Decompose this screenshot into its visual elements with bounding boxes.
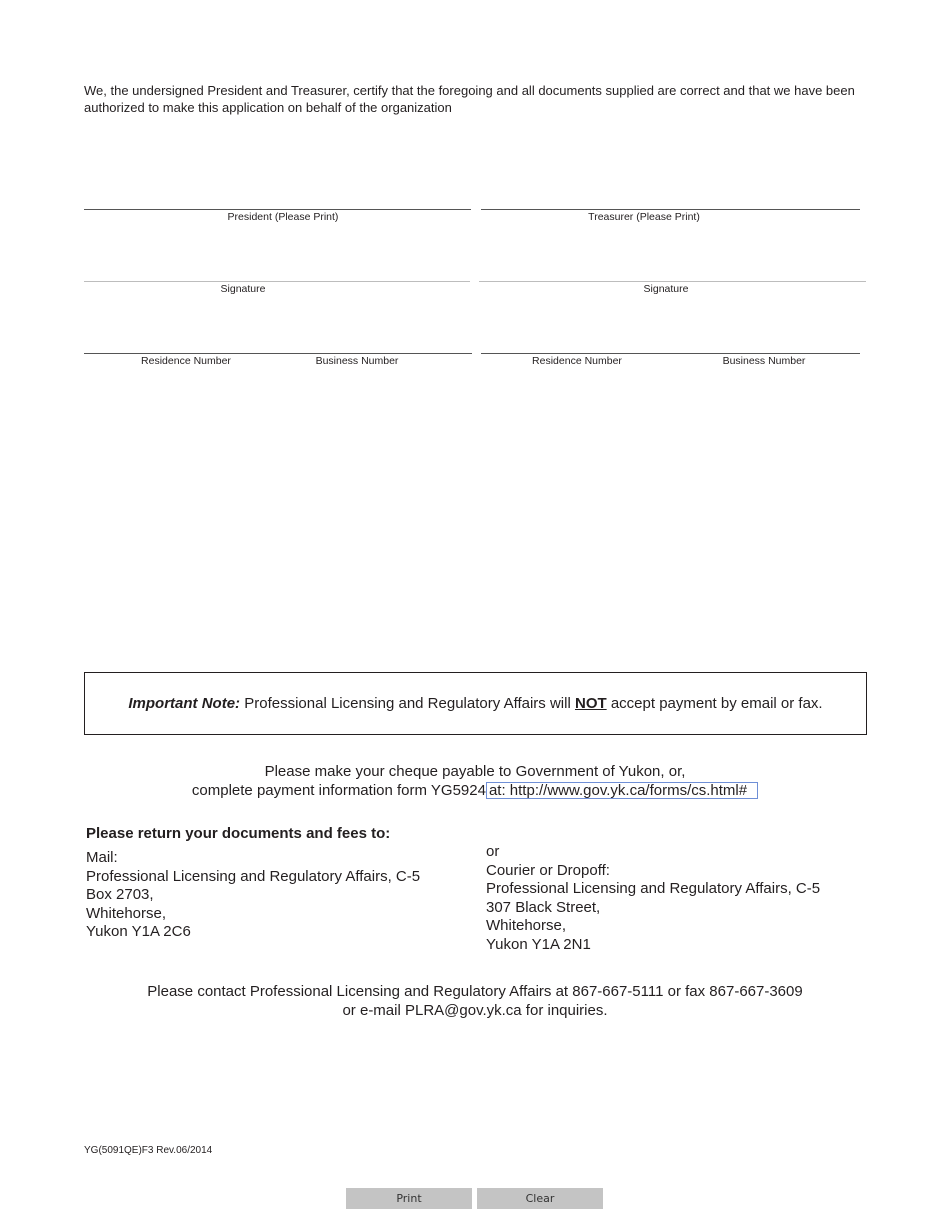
important-note-text-before: Professional Licensing and Regulatory Affairs will bbox=[244, 695, 571, 712]
treasurer-residence-label: Residence Number bbox=[532, 355, 622, 367]
courier-address-line: Yukon Y1A 2N1 bbox=[486, 935, 591, 953]
mail-address-line: Whitehorse, bbox=[86, 904, 167, 922]
important-note-box bbox=[84, 672, 867, 735]
president-signature-line bbox=[84, 281, 470, 282]
form-number: YG(5091QE)F3 Rev.06/2014 bbox=[84, 1145, 213, 1156]
payment-form-link[interactable]: at: http://www.gov.yk.ca/forms/cs.html# bbox=[486, 782, 758, 799]
certification-text: We, the undersigned President and Treasurer, certify that the foregoing and all documents supplied are correct and that we have been authorized to make this application on behalf of the organization bbox=[84, 83, 855, 115]
courier-address-line: or bbox=[486, 843, 500, 860]
contact-line-1: Please contact Professional Licensing and Regulatory Affairs at 867-667-5111 or fax 867-667-3609 bbox=[147, 983, 803, 1000]
treasurer-signature-line bbox=[479, 281, 866, 282]
print-button[interactable]: Print bbox=[346, 1188, 472, 1209]
important-note-text-after: accept payment by email or fax. bbox=[610, 695, 823, 712]
payment-line-1: Please make your cheque payable to Government of Yukon, or, bbox=[264, 763, 686, 780]
president-phone-field[interactable] bbox=[84, 335, 474, 355]
contact-line-2: or e-mail PLRA@gov.yk.ca for inquiries. bbox=[342, 1002, 608, 1019]
clear-button[interactable]: Clear bbox=[477, 1188, 603, 1209]
treasurer-signature-label: Signature bbox=[643, 283, 689, 295]
treasurer-name-label: Treasurer (Please Print) bbox=[588, 211, 700, 223]
president-residence-label: Residence Number bbox=[141, 355, 231, 367]
treasurer-phone-line bbox=[481, 353, 860, 354]
treasurer-business-label: Business Number bbox=[722, 355, 806, 367]
courier-address-line: Professional Licensing and Regulatory Affairs, C-5 bbox=[486, 880, 821, 898]
mail-address-line: Yukon Y1A 2C6 bbox=[86, 923, 191, 941]
treasurer-phone-field[interactable] bbox=[481, 335, 863, 355]
president-signature-label: Signature bbox=[220, 283, 266, 295]
mail-address-block bbox=[86, 849, 420, 942]
treasurer-name-field[interactable] bbox=[481, 191, 863, 211]
courier-address-line: 307 Black Street, bbox=[486, 898, 601, 916]
mail-address-line: Professional Licensing and Regulatory Affairs, C-5 bbox=[86, 867, 421, 885]
president-name-line bbox=[84, 209, 471, 210]
mail-address-line: Mail: bbox=[86, 849, 118, 866]
president-business-label: Business Number bbox=[315, 355, 399, 367]
important-note-not: NOT bbox=[574, 695, 607, 712]
president-name-label: President (Please Print) bbox=[227, 211, 339, 223]
return-heading: Please return your documents and fees to: bbox=[86, 825, 391, 842]
important-note-emphasis: Important Note: bbox=[128, 695, 241, 712]
payment-line-2 bbox=[0, 781, 950, 800]
president-name-field[interactable] bbox=[84, 191, 474, 211]
courier-address-line: Courier or Dropoff: bbox=[486, 861, 610, 879]
president-phone-line bbox=[84, 353, 472, 354]
treasurer-name-line bbox=[481, 209, 860, 210]
payment-form-reference: complete payment information form YG5924 bbox=[191, 782, 486, 799]
courier-address-block bbox=[486, 843, 820, 955]
mail-address-line: Box 2703, bbox=[86, 886, 154, 904]
courier-address-line: Whitehorse, bbox=[486, 917, 567, 935]
